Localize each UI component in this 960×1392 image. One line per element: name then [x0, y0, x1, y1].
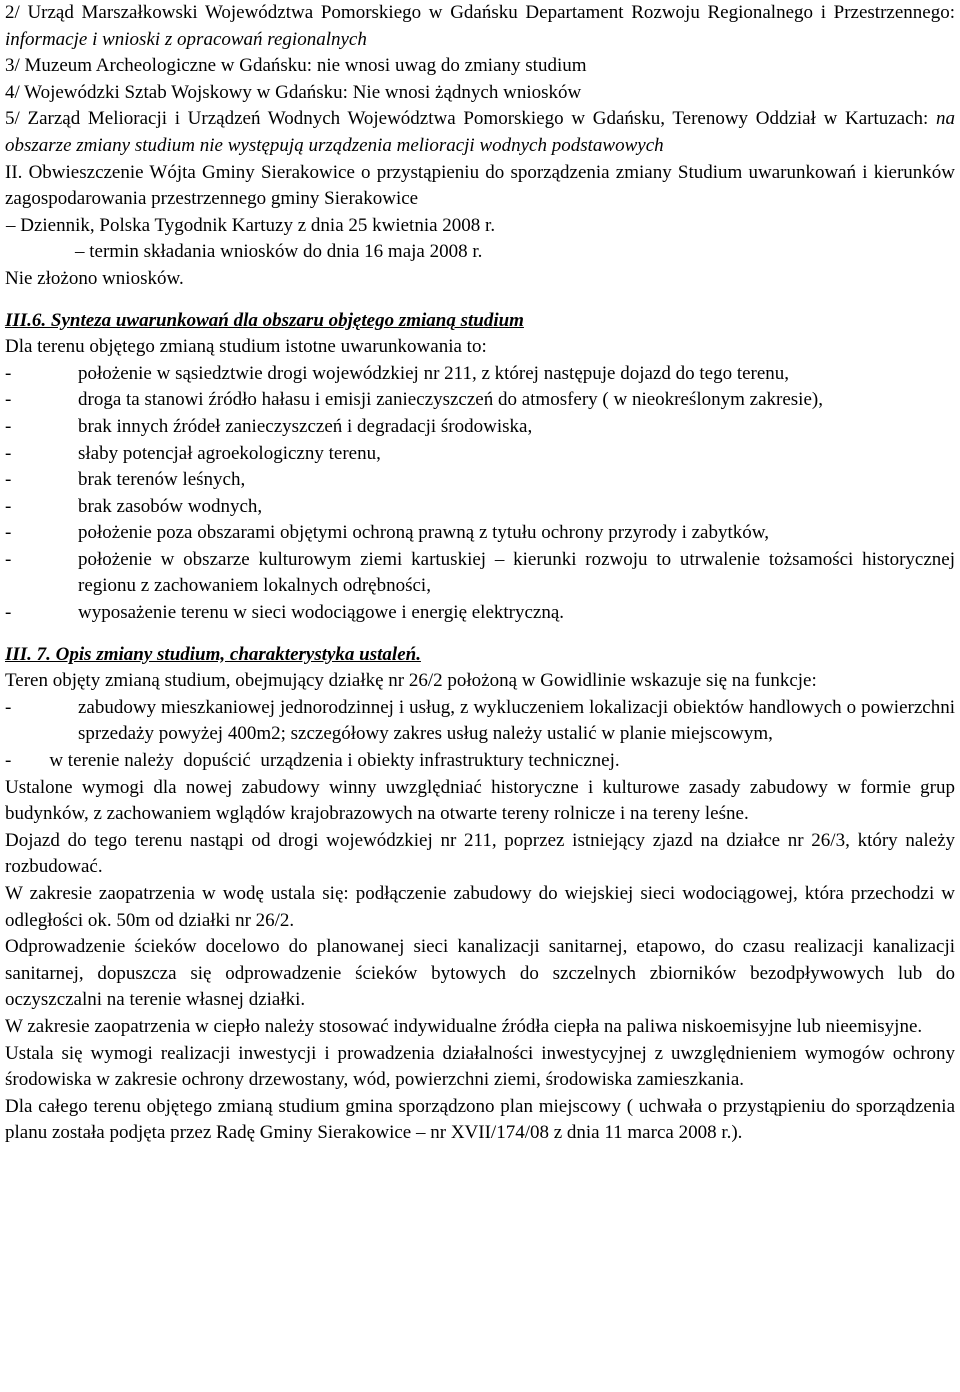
announcement-line-1: – Dziennik, Polska Tygodnik Kartuzy z dnia 25 kwietnia 2008 r. [6, 214, 496, 236]
list-item [5, 520, 955, 547]
list-item-text: brak terenów leśnych, [78, 469, 246, 491]
list-item [5, 414, 955, 441]
body-paragraph: W zakresie zaopatrzenia w wodę ustala się: podłączenie zabudowy do wiejskiej sieci wodociągowej, która przechodzi w odległości ok. 50m od działki nr 26/2. [5, 883, 955, 931]
list-dash: - [5, 442, 12, 464]
list-item [5, 600, 955, 627]
list-dash: - [5, 469, 12, 491]
document-page [5, 0, 955, 1147]
announcement-line-3: Nie złożono wniosków. [5, 267, 184, 289]
body-paragraph: Ustalone wymogi dla nowej zabudowy winny uwzględniać historyczne i kulturowe zasady zabudowy w formie grup budynków, z zachowaniem wglądów krajobrazowych na otwarte tereny rolnicze i na tereny leśne. [5, 776, 955, 825]
item-4-paragraph: 4/ Wojewódzki Sztab Wojskowy w Gdańsku: Nie wnosi żądnych wniosków [5, 81, 582, 103]
list-dash: - [5, 548, 12, 570]
announcement-line-2: – termin składania wniosków do dnia 16 maja 2008 r. [75, 241, 483, 263]
list-dash: - [5, 389, 12, 411]
list-dash: - [5, 696, 12, 718]
announcement-paragraph: II. Obwieszczenie Wójta Gminy Sierakowice o przystąpieniu do sporządzenia zmiany Studium uwarunkowań i kierunków zagospodarowania przestrzennego gminy Sierakowice [5, 161, 955, 210]
list-item-text: wyposażenie terenu w sieci wodociągowe i energię elektryczną. [78, 602, 565, 624]
body-paragraph: Odprowadzenie ścieków docelowo do planowanej sieci kanalizacji sanitarnej, etapowo, do czasu realizacji kanalizacji sanitarnej, dopuszcza się odprowadzenie ścieków bytowych do szczelnych zbiorników bezodpływowych lub do oczyszczalni na terenie własnej działki. [5, 936, 955, 1011]
list-item-text: słaby potencjał agroekologiczny terenu, [78, 442, 381, 464]
body-paragraph: Dojazd do tego terenu nastąpi od drogi wojewódzkiej nr 211, poprzez istniejący zjazd na działce nr 26/3, który należy rozbudować. [5, 829, 955, 878]
list-dash: - [5, 362, 12, 384]
list-dash: - [5, 415, 12, 437]
body-paragraph: W zakresie zaopatrzenia w ciepło należy stosować indywidualne źródła ciepła na paliwa niskoemisyjne lub nieemisyjne. [5, 1015, 923, 1037]
list-item-text: brak innych źródeł zanieczyszczeń i degradacji środowiska, [78, 415, 533, 437]
list-item [5, 441, 955, 468]
function-item [5, 695, 955, 748]
list-item [5, 467, 955, 494]
function-item-text: zabudowy mieszkaniowej jednorodzinnej i usług, z wykluczeniem lokalizacji obiektów handlowych o powierzchni sprzedaży powyżej 400m2; szczegółowy zakres usług należy ustalić w planie miejscowym, [78, 696, 955, 745]
item-2-paragraph [5, 0, 955, 53]
list-dash: - [5, 495, 12, 517]
item-2-lead: 2/ Urząd Marszałkowski Województwa Pomorskiego w Gdańsku Departament Rozwoju Regionalnego i Przestrzennego: [5, 2, 955, 23]
synthesis-list [5, 361, 955, 627]
section-heading-synthesis: III.6. Synteza uwarunkowań dla obszaru objętego zmianą studium [5, 309, 524, 331]
section-heading-description: III. 7. Opis zmiany studium, charakterystyka ustaleń. [5, 643, 421, 665]
function-item-2: - w terenie należy dopuścić urządzenia i obiekty infrastruktury technicznej. [5, 750, 620, 772]
list-item [5, 547, 955, 600]
description-intro: Teren objęty zmianą studium, obejmujący działkę nr 26/2 położoną w Gowidlinie wskazuje się na funkcje: [5, 670, 817, 692]
item-5-lead: 5/ Zarząd Melioracji i Urządzeń Wodnych Województwa Pomorskiego w Gdańsku, Terenowy Oddział w Kartuzach: [5, 108, 936, 130]
list-dash: - [5, 522, 12, 544]
body-paragraph: Dla całego terenu objętego zmianą studium gmina sporządzono plan miejscowy ( uchwała o przystąpieniu do sporządzenia planu została podjęta przez Radę Gminy Sierakowice – nr XVII/174/08 z dnia 11 marca 2008 r.). [5, 1095, 955, 1144]
list-item-text: położenie w obszarze kulturowym ziemi kartuskiej – kierunki rozwoju to utrwalenie tożsamości historycznej regionu z zachowaniem lokalnych odrębności, [78, 548, 955, 597]
list-item [5, 361, 955, 388]
item-2-italic: informacje i wnioski z opracowań regionalnych [5, 28, 367, 50]
list-item [5, 387, 955, 414]
synthesis-intro: Dla terenu objętego zmianą studium istotne uwarunkowania to: [5, 336, 487, 358]
list-item-text: położenie w sąsiedztwie drogi wojewódzkiej nr 211, z której następuje dojazd do tego terenu, [78, 362, 790, 384]
item-5-paragraph [5, 106, 955, 159]
list-item-text: droga ta stanowi źródło hałasu i emisji zanieczyszczeń do atmosfery ( w nieokreślonym zakresie), [78, 389, 823, 411]
body-paragraph: Ustala się wymogi realizacji inwestycji i prowadzenia działalności inwestycyjnej z uwzględnieniem wymogów ochrony środowiska w zakresie ochrony drzewostany, wód, powierzchni ziemi, środowiska zamieszkania. [5, 1042, 955, 1091]
list-item [5, 494, 955, 521]
list-dash: - [5, 602, 12, 624]
item-5-italic: na obszarze zmiany studium nie występują urządzenia melioracji wodnych podstawowych [5, 108, 955, 156]
list-item-text: położenie poza obszarami objętymi ochroną prawną z tytułu ochrony przyrody i zabytków, [78, 522, 769, 544]
item-3-paragraph: 3/ Muzeum Archeologiczne w Gdańsku: nie wnosi uwag do zmiany studium [5, 55, 587, 77]
list-item-text: brak zasobów wodnych, [78, 495, 263, 517]
